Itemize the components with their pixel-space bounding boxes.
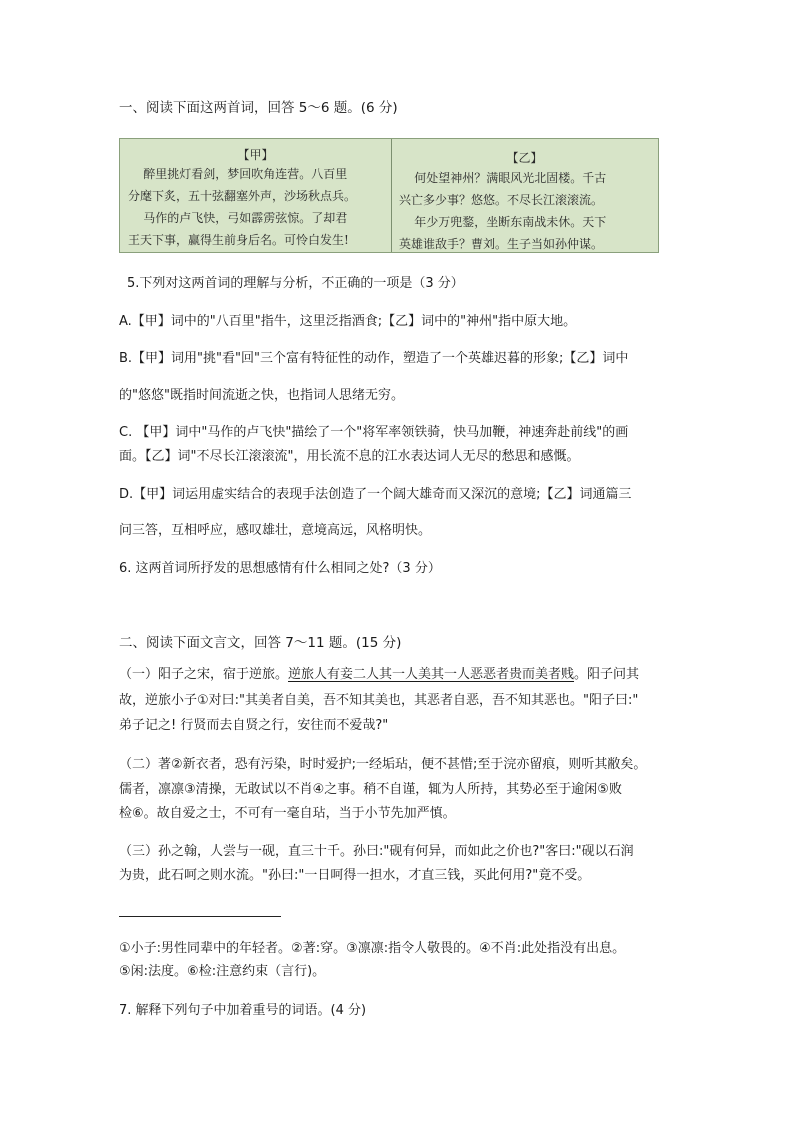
passage1-text: 。阳子问其 (574, 667, 640, 682)
passage1-underlined-sentence: 逆旅人有妾二人其一人美其一人恶恶者贵而美者贱 (288, 667, 575, 682)
footnote-divider (119, 916, 281, 917)
poem-yi-title: 【乙】 (506, 151, 543, 165)
poem-jia-line: 分麾下炙，五十弦翻塞外声，沙场秋点兵。 (128, 189, 357, 203)
q5-option-c-line2: 面。【乙】词"不尽长江滚滚流"，用长流不息的江水表达词人无尽的愁思和感慨。 (119, 449, 580, 464)
q5-option-a: A.【甲】词中的"八百里"指牛，这里泛指酒食;【乙】词中的"神州"指中原大地。 (119, 314, 577, 329)
q5-stem: 5.下列对这两首词的理解与分析，不正确的一项是（3 分） (127, 276, 464, 291)
poem-comparison-box (119, 138, 659, 253)
passage2-line3: 检⑥。故自爱之士，不可有一毫自玷，当于小节先加严慎。 (119, 806, 456, 821)
footnotes-line1: ①小子:男性同辈中的年轻者。②著:穿。③凛凛:指令人敬畏的。④不肖:此处指没有出息。 (119, 941, 626, 956)
poem-jia (120, 139, 392, 252)
passage3-line2: 为贵，此石呵之则水流。"孙曰:"一日呵得一担水，才直三钱，买此何用?"竟不受。 (119, 868, 591, 883)
poem-jia-text (128, 163, 385, 251)
poem-yi-text (399, 167, 652, 255)
q5-option-d-line2: 问三答，互相呼应，感叹雄壮，意境高远，风格明快。 (119, 523, 432, 538)
q5-option-d-line1: D.【甲】词运用虚实结合的表现手法创造了一个阔大雄奇而又深沉的意境;【乙】词通篇三 (119, 487, 632, 502)
section1-heading: 一、阅读下面这两首词，回答 5～6 题。(6 分) (119, 100, 398, 116)
poem-yi-line: 何处望神州？满眼风光北固楼。千古 (399, 171, 607, 185)
passage1-line2: 故，逆旅小子①对曰:"其美者自美，吾不知其美也，其恶者自恶，吾不知其恶也。"阳子曰:" (119, 693, 639, 708)
section2-heading: 二、阅读下面文言文，回答 7～11 题。(15 分) (119, 635, 402, 651)
poem-yi-line: 年少万兜鍪，坐断东南战未休。天下 (399, 215, 607, 229)
passage1-line3: 弟子记之! 行贤而去自贤之行，安往而不爱哉?" (119, 718, 389, 733)
poem-yi (391, 139, 658, 252)
poem-jia-line: 马作的卢飞快，弓如霹雳弦惊。了却君 (128, 211, 348, 225)
q7-stem: 7. 解释下列句子中加着重号的词语。(4 分) (119, 1003, 367, 1018)
passage2-line2: 儒者，凛凛③清操，无敢试以不肖④之事。稍不自谨，辄为人所持，其势必至于逾闲⑤败 (119, 782, 622, 797)
poem-jia-title: 【甲】 (237, 148, 274, 162)
passage1-line1 (119, 666, 639, 684)
q5-option-b-line2: 的"悠悠"既指时间流逝之快，也指词人思绪无穷。 (119, 388, 404, 403)
poem-jia-line: 醉里挑灯看剑，梦回吹角连营。八百里 (128, 167, 348, 181)
poem-jia-line: 王天下事，赢得生前身后名。可怜白发生! (128, 233, 349, 247)
poem-yi-line: 兴亡多少事？悠悠。不尽长江滚滚流。 (399, 193, 604, 207)
footnotes-line2: ⑤闲:法度。⑥检:注意约束（言行)。 (119, 964, 326, 979)
passage1-text: （一）阳子之宋，宿于逆旅。 (119, 667, 289, 682)
passage2-line1: （二）著②新衣者，恐有污染，时时爱护;一经垢玷，便不甚惜;至于浣亦留痕，则听其敝矣。 (119, 757, 647, 772)
q5-option-c-line1: C. 【甲】词中"马作的卢飞快"描绘了一个"将军率领铁骑，快马加鞭，神速奔赴前线"的画 (119, 425, 629, 440)
q6-stem: 6. 这两首词所抒发的思想感情有什么相同之处?（3 分） (119, 561, 441, 576)
poem-yi-line: 英雄谁敌手？曹刘。生子当如孙仲谋。 (399, 237, 604, 251)
passage3-line1: （三）孙之翰，人尝与一砚，直三十千。孙曰:"砚有何异，而如此之价也?"客曰:"砚以石润 (119, 844, 634, 859)
q5-option-b-line1: B.【甲】词用"挑"看"回"三个富有特征性的动作，塑造了一个英雄迟暮的形象;【乙】词中 (119, 351, 629, 366)
